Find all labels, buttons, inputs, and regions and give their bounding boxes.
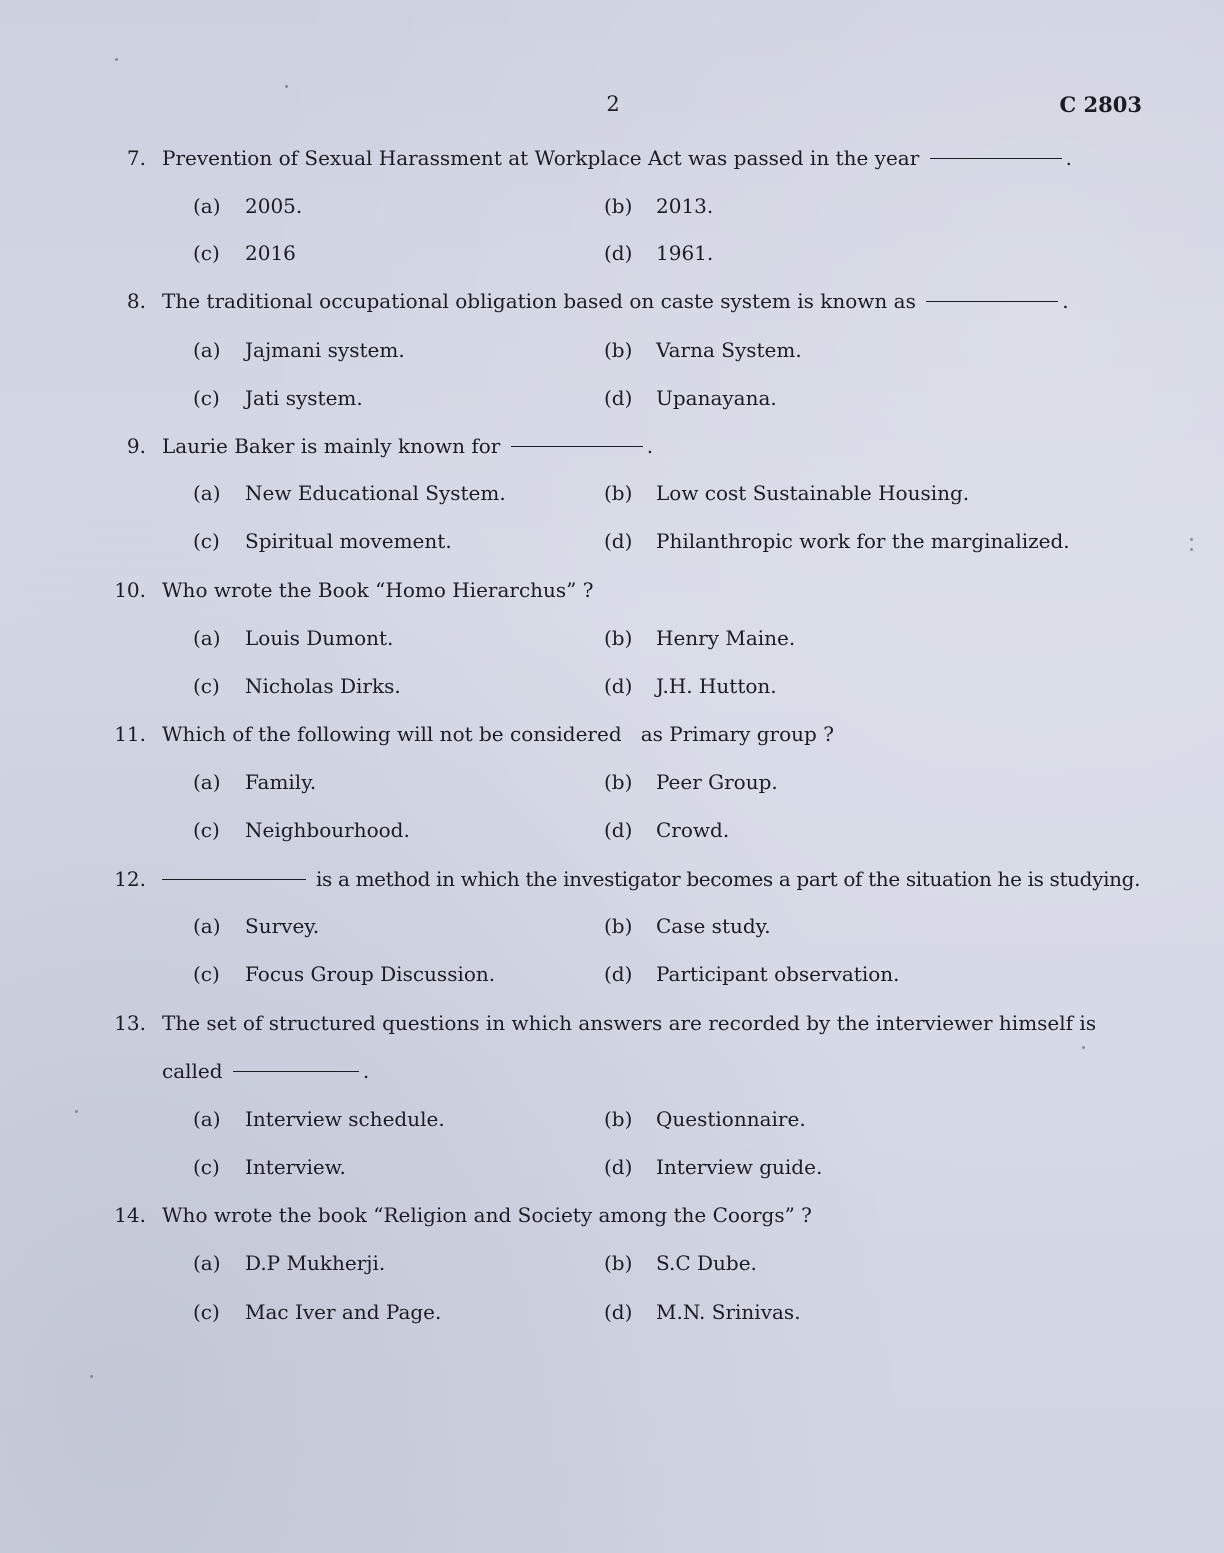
option-8c: (c) Jati system. [193, 386, 363, 410]
answer-blank [162, 879, 306, 880]
option-12b: (b) Case study. [604, 914, 771, 938]
option-7a: (a) 2005. [193, 194, 303, 218]
option-7b: (b) 2013. [604, 194, 714, 218]
question-number: 12. [114, 867, 146, 891]
option-11c: (c) Neighbourhood. [193, 818, 410, 842]
option-10a: (a) Louis Dumont. [193, 626, 394, 650]
question-number: 9. [126, 434, 146, 458]
paper-code: C 2803 [1059, 92, 1142, 117]
question-number: 11. [114, 722, 146, 746]
answer-blank [930, 158, 1062, 159]
question-text-line2: called . [162, 1059, 370, 1083]
option-10b: (b) Henry Maine. [604, 626, 796, 650]
option-9b: (b) Low cost Sustainable Housing. [604, 481, 970, 505]
option-12a: (a) Survey. [193, 914, 320, 938]
option-14c: (c) Mac Iver and Page. [193, 1300, 442, 1324]
option-7d: (d) 1961. [604, 241, 714, 265]
question-text: Who wrote the book “Religion and Society among the Coorgs” ? [162, 1203, 812, 1227]
page-number: 2 [606, 92, 620, 116]
option-13d: (d) Interview guide. [604, 1155, 823, 1179]
option-14a: (a) D.P Mukherji. [193, 1251, 386, 1275]
question-text-line1: The set of structured questions in which answers are recorded by the interviewer himself is [162, 1011, 1097, 1035]
answer-blank [233, 1071, 359, 1072]
option-11d: (d) Crowd. [604, 818, 730, 842]
question-number: 8. [126, 289, 146, 313]
scan-speck [90, 1375, 93, 1378]
question-text: Prevention of Sexual Harassment at Workplace Act was passed in the year . [162, 146, 1073, 170]
option-8a: (a) Jajmani system. [193, 338, 405, 362]
scan-speck [1082, 1046, 1085, 1049]
option-11b: (b) Peer Group. [604, 770, 778, 794]
question-text: The traditional occupational obligation based on caste system is known as . [162, 289, 1069, 313]
scan-speck [285, 85, 288, 88]
option-14b: (b) S.C Dube. [604, 1251, 757, 1275]
question-number: 10. [114, 578, 146, 602]
scan-speck [1190, 538, 1193, 541]
option-10c: (c) Nicholas Dirks. [193, 674, 401, 698]
option-13b: (b) Questionnaire. [604, 1107, 806, 1131]
option-7c: (c) 2016 [193, 241, 296, 265]
answer-blank [511, 446, 643, 447]
option-11a: (a) Family. [193, 770, 317, 794]
option-12c: (c) Focus Group Discussion. [193, 962, 496, 986]
scan-speck [75, 1110, 78, 1113]
answer-blank [926, 301, 1058, 302]
scan-speck [1190, 548, 1193, 551]
option-8d: (d) Upanayana. [604, 386, 777, 410]
option-13c: (c) Interview. [193, 1155, 346, 1179]
option-8b: (b) Varna System. [604, 338, 802, 362]
option-9c: (c) Spiritual movement. [193, 529, 452, 553]
question-text: Which of the following will not be considered as Primary group ? [162, 722, 834, 746]
option-9d: (d) Philanthropic work for the marginalized. [604, 529, 1070, 553]
question-text: Laurie Baker is mainly known for . [162, 434, 654, 458]
option-10d: (d) J.H. Hutton. [604, 674, 777, 698]
option-14d: (d) M.N. Srinivas. [604, 1300, 801, 1324]
question-number: 13. [114, 1011, 146, 1035]
question-text: is a method in which the investigator becomes a part of the situation he is studying. [162, 867, 1140, 891]
option-12d: (d) Participant observation. [604, 962, 900, 986]
option-9a: (a) New Educational System. [193, 481, 506, 505]
scan-speck [115, 58, 118, 61]
question-number: 14. [114, 1203, 146, 1227]
question-text: Who wrote the Book “Homo Hierarchus” ? [162, 578, 594, 602]
question-number: 7. [126, 146, 146, 170]
option-13a: (a) Interview schedule. [193, 1107, 445, 1131]
